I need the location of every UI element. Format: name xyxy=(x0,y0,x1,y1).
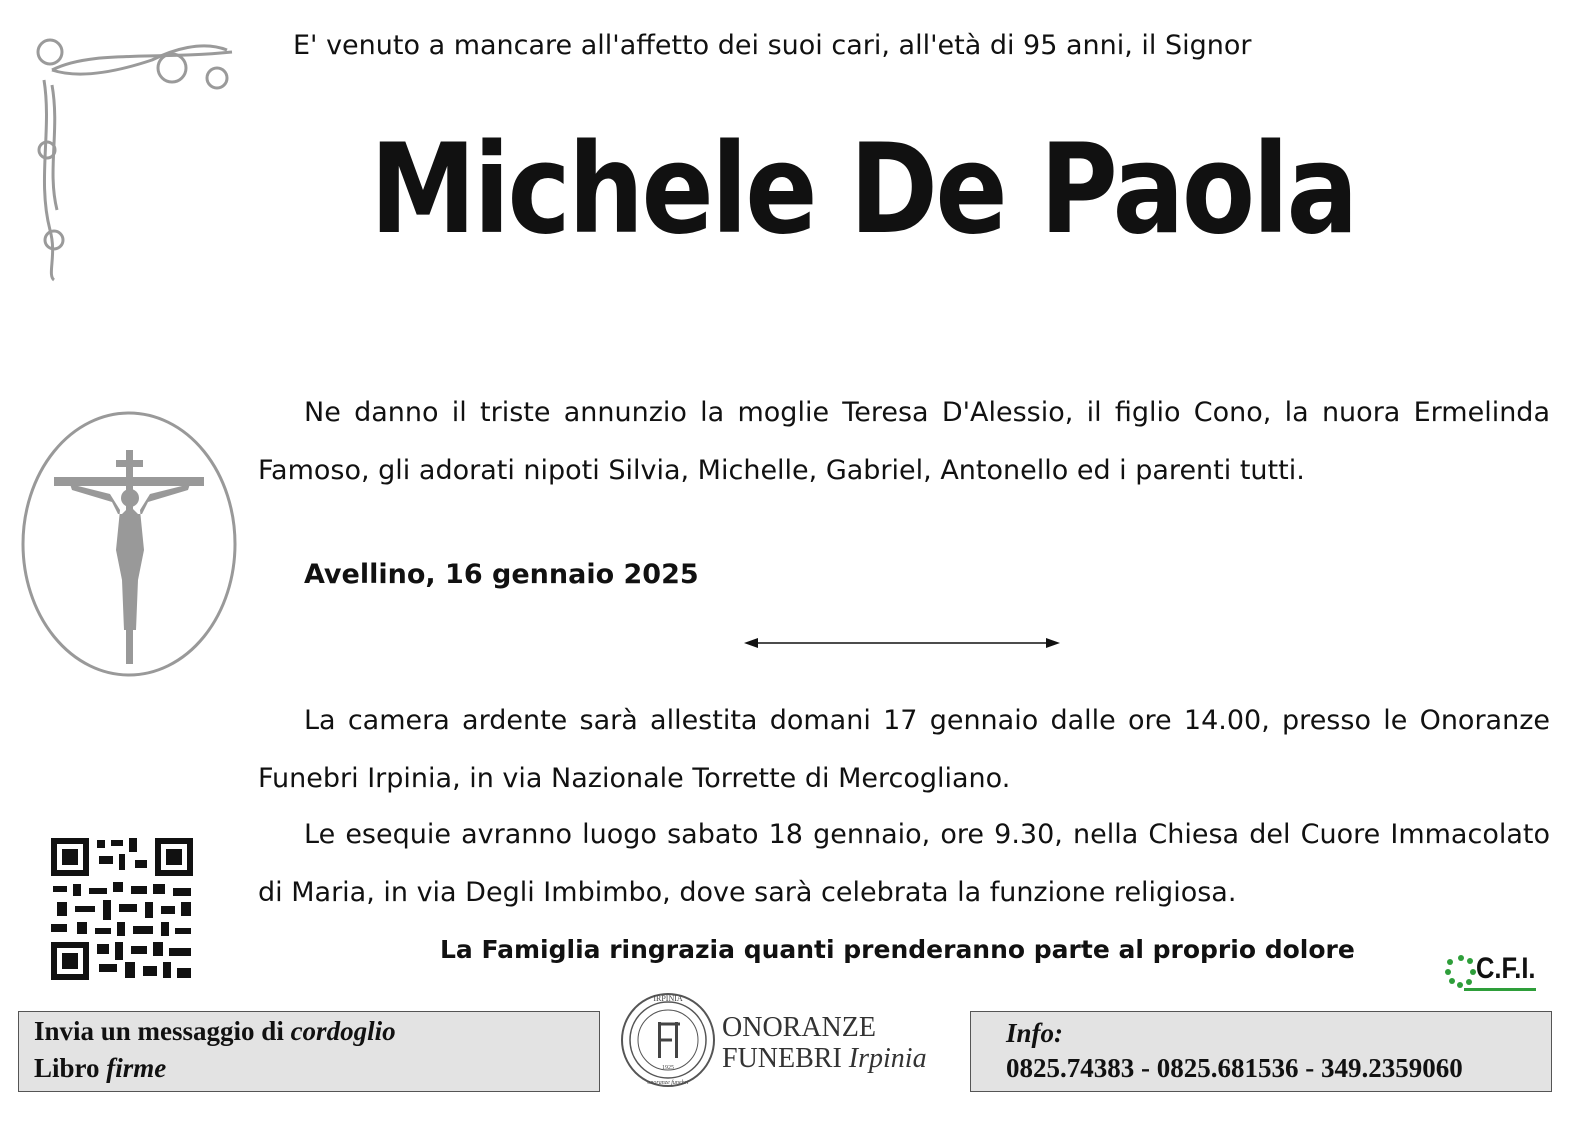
guestbook-emphasis: firme xyxy=(106,1053,167,1083)
company-name xyxy=(722,1012,927,1074)
company-line1: ONORANZE xyxy=(722,1012,876,1043)
seal-year: 1925 xyxy=(662,1065,674,1071)
deceased-name: Michele De Paola xyxy=(370,118,1356,262)
wake-paragraph: La camera ardente sarà allestita domani 17 gennaio dalle ore 14.00, presso le Onoranze Funebri Irpinia, in via Nazionale Torrette di Mercogliano. xyxy=(258,705,1550,794)
condolence-box[interactable] xyxy=(18,1011,600,1092)
condolence-prefix: Invia un messaggio di xyxy=(34,1016,291,1046)
guestbook-prefix: Libro xyxy=(34,1053,107,1083)
info-label: Info: xyxy=(1006,1018,1064,1048)
cfi-logo xyxy=(1442,948,1542,1002)
condolence-link[interactable] xyxy=(34,1016,396,1047)
corner-flourish-ornament xyxy=(32,30,242,285)
guestbook-link[interactable] xyxy=(34,1053,166,1084)
company-seal-logo xyxy=(618,990,718,1090)
info-box xyxy=(970,1011,1552,1092)
company-line2-emphasis: Irpinia xyxy=(848,1043,927,1074)
intro-text: E' venuto a mancare all'affetto dei suoi cari, all'età di 95 anni, il Signor xyxy=(293,30,1252,61)
announcement-paragraph: Ne danno il triste annunzio la moglie Teresa D'Alessio, il figlio Cono, la nuora Ermelinda Famoso, gli adorati nipoti Silvia, Michelle, Gabriel, Antonello ed i parenti tutti. xyxy=(258,397,1550,486)
phone-numbers[interactable]: 0825.74383 - 0825.681536 - 349.2359060 xyxy=(1006,1053,1463,1083)
cfi-underline xyxy=(1464,988,1536,991)
company-line2 xyxy=(722,1043,927,1074)
company-line2-prefix: FUNEBRI xyxy=(722,1043,849,1074)
place-date: Avellino, 16 gennaio 2025 xyxy=(304,559,699,590)
thanks-line: La Famiglia ringrazia quanti prenderanno parte al proprio dolore xyxy=(440,935,1355,964)
seal-top-text: IRPINIA xyxy=(653,994,683,1003)
condolence-emphasis: cordoglio xyxy=(290,1016,396,1046)
cfi-logo-text: C.F.I. xyxy=(1476,952,1536,985)
seal-bottom-text: onoranze funebri xyxy=(647,1080,689,1086)
qr-code[interactable] xyxy=(49,836,195,982)
double-arrow-divider xyxy=(742,635,1062,651)
funeral-paragraph: Le esequie avranno luogo sabato 18 gennaio, ore 9.30, nella Chiesa del Cuore Immacolato di Maria, in via Degli Imbimbo, dove sarà celebrata la funzione religiosa. xyxy=(258,819,1550,908)
crucifix-icon xyxy=(20,410,240,680)
